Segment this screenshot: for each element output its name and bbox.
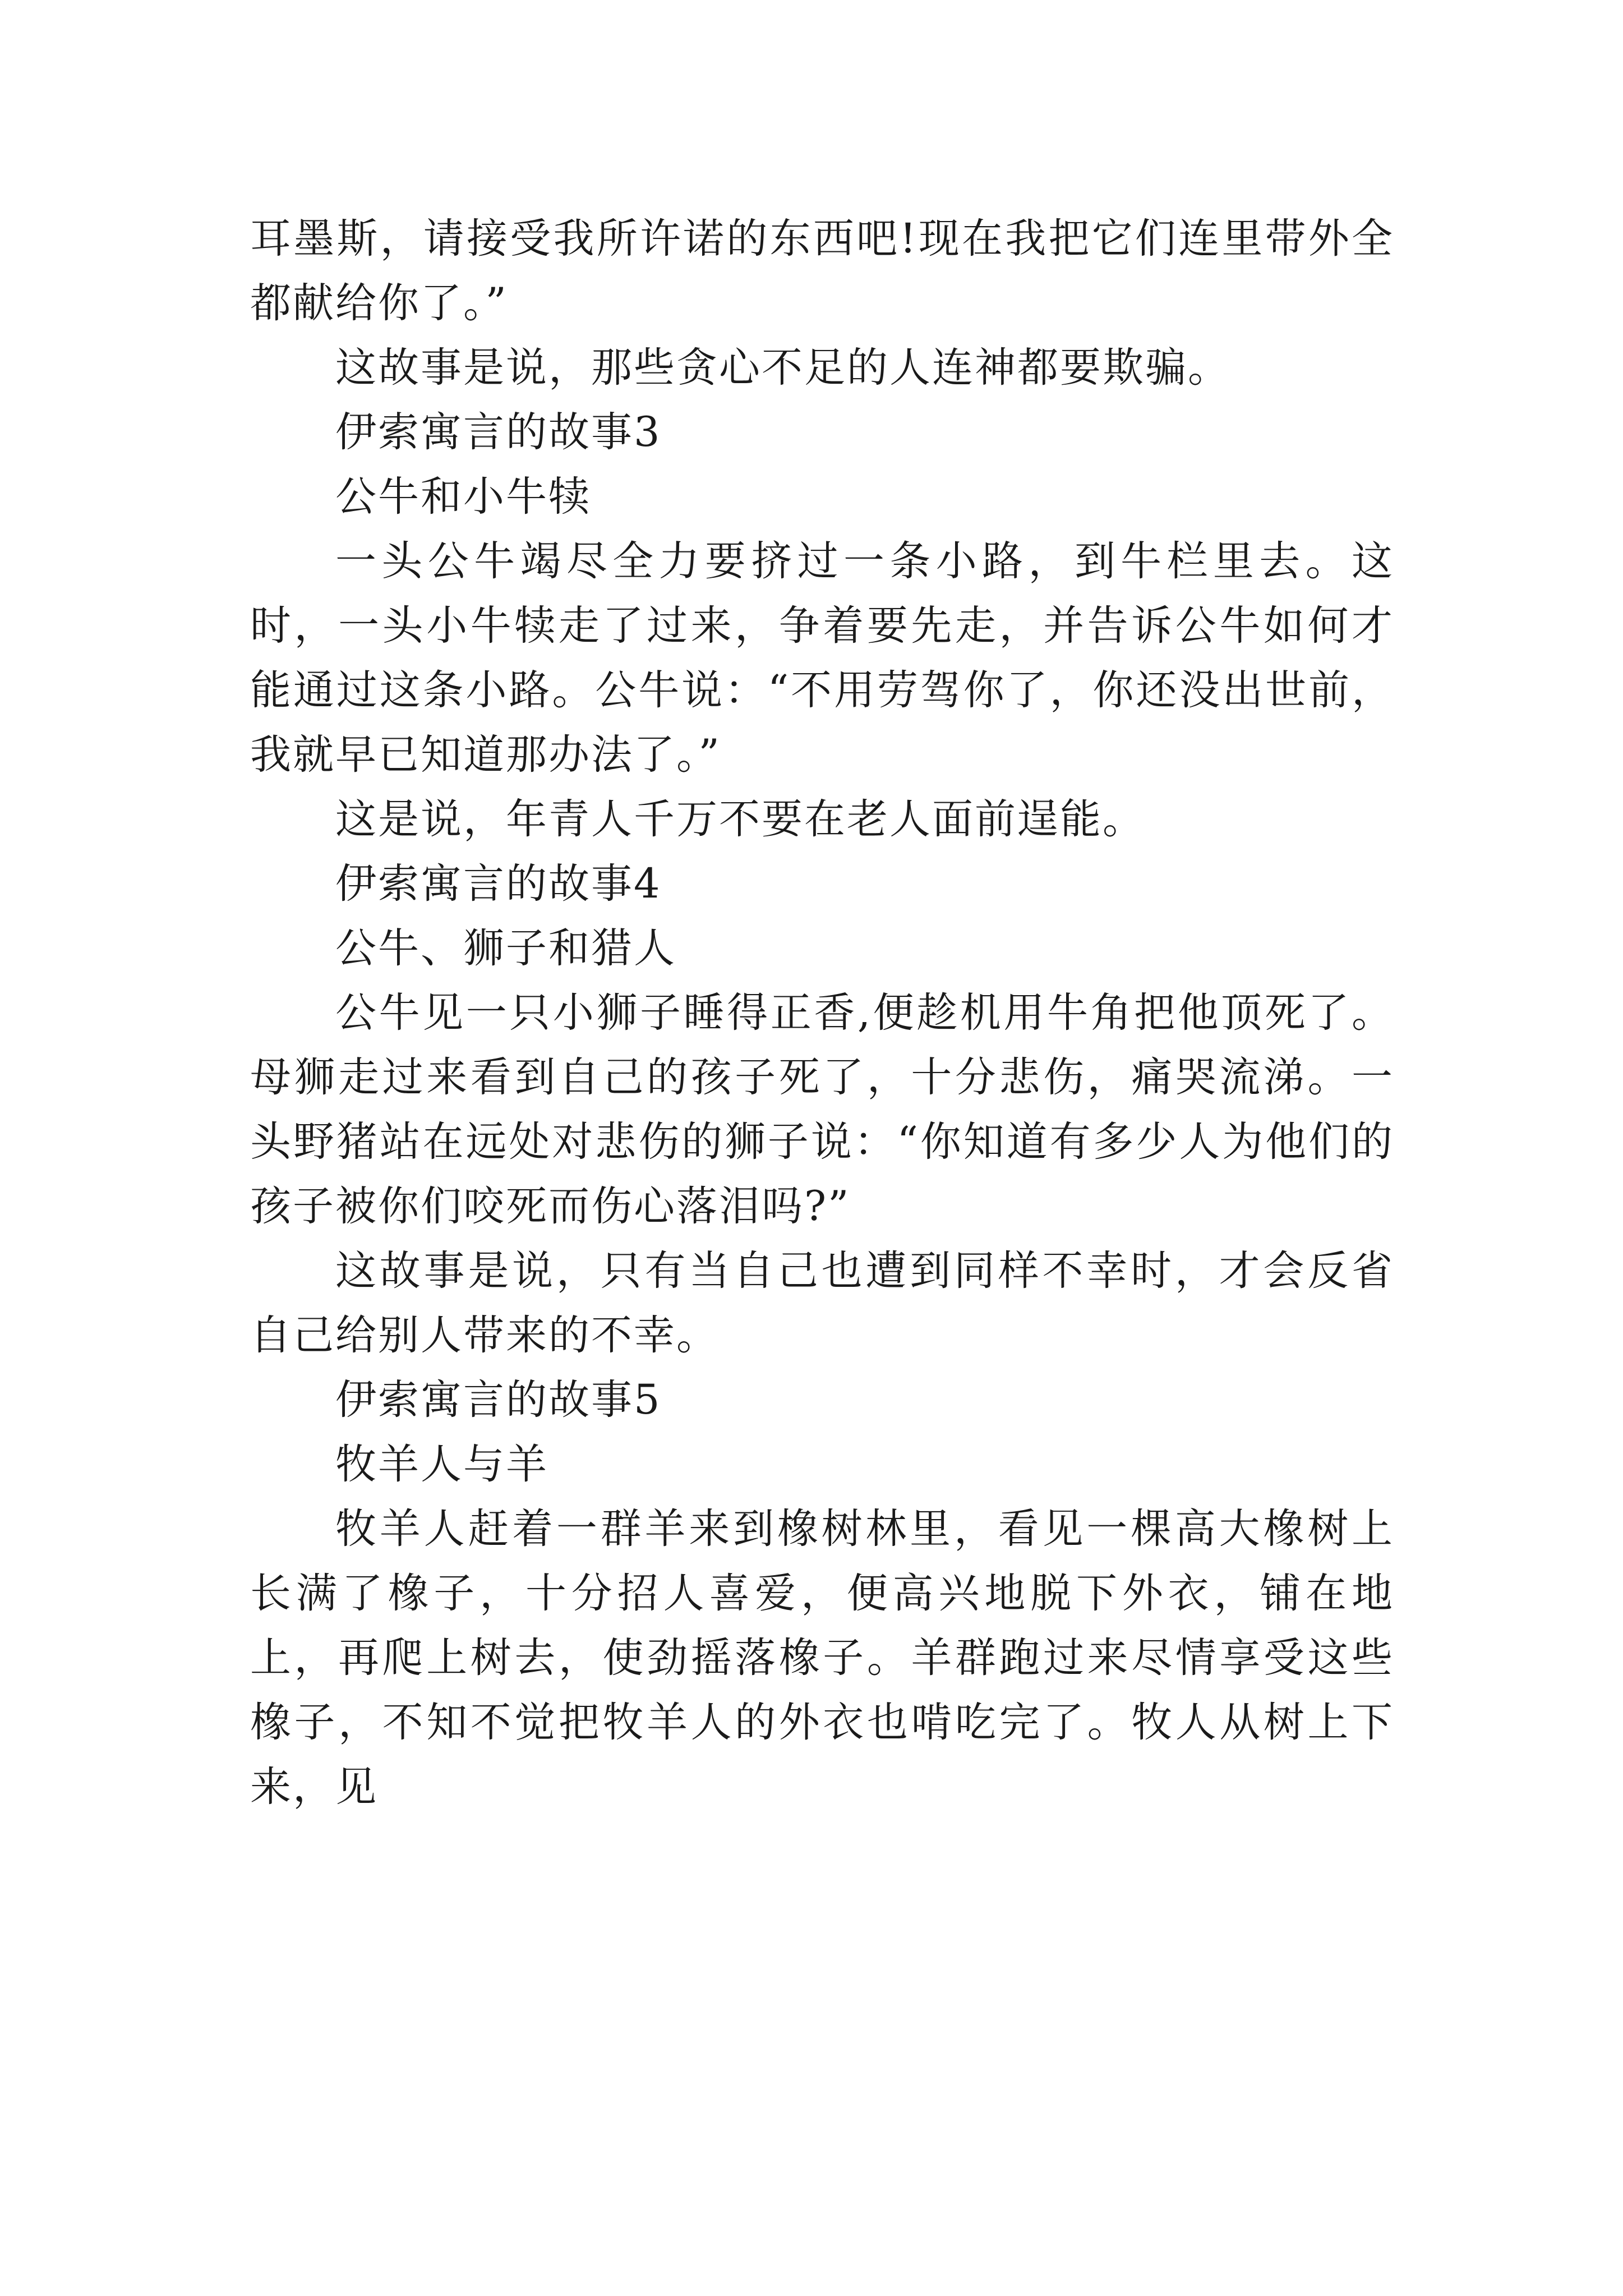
story-heading-3: 伊索寓言的故事3 — [335, 408, 662, 456]
paragraph-story-5: 牧羊人赶着一群羊来到橡树林里，看见一棵高大橡树上长满了橡子，十分招人喜爱，便高兴地脱下外衣，铺在地上，再爬上树去，使劲摇落橡子。羊群跑过来尽情享受这些橡子，不知不觉把牧羊人的外衣也啃吃完了。牧人从树上下来，见 — [250, 1505, 1394, 1811]
story-title-4: 公牛、狮子和猎人 — [335, 924, 676, 972]
paragraph-moral-4: 这故事是说，只有当自己也遭到同样不幸时，才会反省自己给别人带来的不幸。 — [250, 1247, 1394, 1359]
paragraph-continuation: 耳墨斯，请接受我所许诺的东西吧!现在我把它们连里带外全都献给你了。” — [250, 215, 1394, 327]
story-title-5: 牧羊人与羊 — [335, 1441, 548, 1488]
story-heading-4: 伊索寓言的故事4 — [335, 860, 662, 908]
paragraph-moral-3: 这是说，年青人千万不要在老人面前逞能。 — [335, 795, 1145, 843]
paragraph-story-4: 公牛见一只小狮子睡得正香,便趁机用牛角把他顶死了。母狮走过来看到自己的孩子死了，十分悲伤，痛哭流涕。一头野猪站在远处对悲伤的狮子说：“你知道有多少人为他们的孩子被你们咬死而伤心落泪吗?” — [250, 989, 1394, 1230]
document-body — [250, 206, 1394, 1819]
paragraph-story-3: 一头公牛竭尽全力要挤过一条小路，到牛栏里去。这时，一头小牛犊走了过来，争着要先走，并告诉公牛如何才能通过这条小路。公牛说：“不用劳驾你了，你还没出世前，我就早已知道那办法了。” — [250, 537, 1394, 779]
story-heading-5: 伊索寓言的故事5 — [335, 1376, 662, 1424]
story-title-3: 公牛和小牛犊 — [335, 473, 591, 521]
paragraph-moral-2: 这故事是说，那些贪心不足的人连神都要欺骗。 — [335, 344, 1230, 392]
